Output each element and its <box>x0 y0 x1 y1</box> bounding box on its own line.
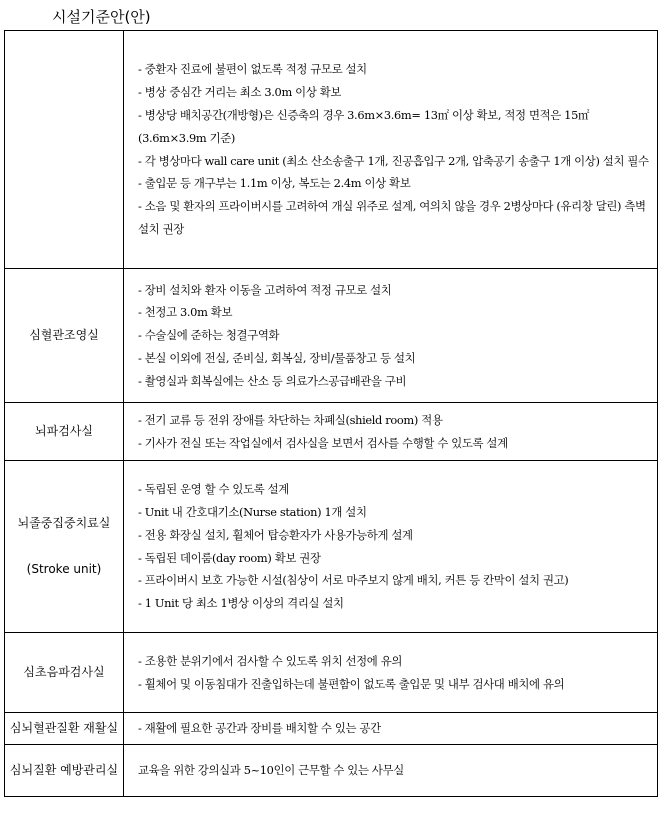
list-item: - 독립된 데이룸(day room) 확보 권장 <box>138 550 321 565</box>
row-content <box>124 713 658 745</box>
list-item: - 휠체어 및 이동침대가 진출입하는데 불편함이 없도록 출입문 및 내부 검사대 배치에 유의 <box>138 676 565 691</box>
list-item: - 전용 화장실 설치, 휠체어 탑승환자가 사용가능하게 설계 <box>138 527 413 542</box>
row-content <box>124 745 658 797</box>
list-item: - 독립된 운영 할 수 있도록 설계 <box>138 482 289 497</box>
list-item: - 출입문 등 개구부는 1.1m 이상, 복도는 2.4m 이상 확보 <box>138 176 411 191</box>
list-item: - 수술실에 준하는 청결구역화 <box>138 328 280 343</box>
list-item: - 각 병상마다 wall care unit (최소 산소송출구 1개, 진공흡입구 2개, 압축공기 송출구 1개 이상) 설치 필수 <box>138 153 649 168</box>
row-label-text: 심뇌질환 예방관리실 <box>9 763 119 777</box>
row-label-text: 심혈관조영실 <box>29 328 99 342</box>
table-row <box>5 713 658 745</box>
table-row <box>5 403 658 461</box>
row-label <box>5 745 124 797</box>
list-item: - 조용한 분위기에서 검사할 수 있도록 위치 선정에 유의 <box>138 653 403 668</box>
row-label-text: (Stroke unit) <box>26 562 102 576</box>
row-label <box>5 403 124 461</box>
list-item: - 전기 교류 등 전위 장애를 차단하는 차폐실(shield room) 적용 <box>138 412 443 427</box>
row-label <box>5 713 124 745</box>
row-label-text: 뇌졸중집중치료실 <box>17 516 111 530</box>
facility-standards-table <box>4 30 658 797</box>
row-label <box>5 461 124 633</box>
row-label <box>5 31 124 269</box>
row-label-text: 뇌파검사실 <box>35 424 93 438</box>
table-row <box>5 633 658 713</box>
row-label <box>5 269 124 403</box>
table-row <box>5 31 658 269</box>
row-content <box>124 461 658 633</box>
list-item: - 병상당 배치공간(개방형)은 신증축의 경우 3.6m×3.6m= 13㎡ 이상 확보, 적정 면적은 15㎡(3.6m×3.9m 기준) <box>138 107 590 145</box>
table-row <box>5 269 658 403</box>
list-item: - 중환자 진료에 불편이 없도록 적정 규모로 설치 <box>138 62 367 77</box>
row-label-text: 심뇌혈관질환 재활실 <box>9 721 119 735</box>
table-row <box>5 745 658 797</box>
list-item: 교육을 위한 강의실과 5~10인이 근무할 수 있는 사무실 <box>138 763 404 778</box>
table-row <box>5 461 658 633</box>
row-content <box>124 633 658 713</box>
list-item: - 촬영실과 회복실에는 산소 등 의료가스공급배관을 구비 <box>138 373 407 388</box>
row-content <box>124 403 658 461</box>
row-content <box>124 31 658 269</box>
row-label <box>5 633 124 713</box>
list-item: - 기사가 전실 또는 작업실에서 검사실을 보면서 검사를 수행할 수 있도록 설계 <box>138 435 508 450</box>
list-item: - 천정고 3.0m 확보 <box>138 305 233 320</box>
row-content <box>124 269 658 403</box>
list-item: - 본실 이외에 전실, 준비실, 회복실, 장비/물품창고 등 설치 <box>138 350 416 365</box>
list-item: - 1 Unit 당 최소 1병상 이상의 격리실 설치 <box>138 596 344 611</box>
list-item: - 소음 및 환자의 프라이버시를 고려하여 개실 위주로 설계, 여의치 않을 경우 2병상마다 (유리창 달린) 측벽설치 권장 <box>138 199 646 236</box>
list-item: - 재활에 필요한 공간과 장비를 배치할 수 있는 공간 <box>138 721 381 736</box>
list-item: - 프라이버시 보호 가능한 시설(침상이 서로 마주보지 않게 배치, 커튼 등 칸막이 설치 권고) <box>138 573 569 588</box>
list-item: - Unit 내 간호대기소(Nurse station) 1개 설치 <box>138 504 367 519</box>
list-item: - 병상 중심간 거리는 최소 3.0m 이상 확보 <box>138 85 342 100</box>
list-item: - 장비 설치와 환자 이동을 고려하여 적정 규모로 설치 <box>138 282 392 297</box>
row-label-text: 심초음파검사실 <box>23 665 105 679</box>
document-title: 시설기준안(안) <box>52 8 151 26</box>
